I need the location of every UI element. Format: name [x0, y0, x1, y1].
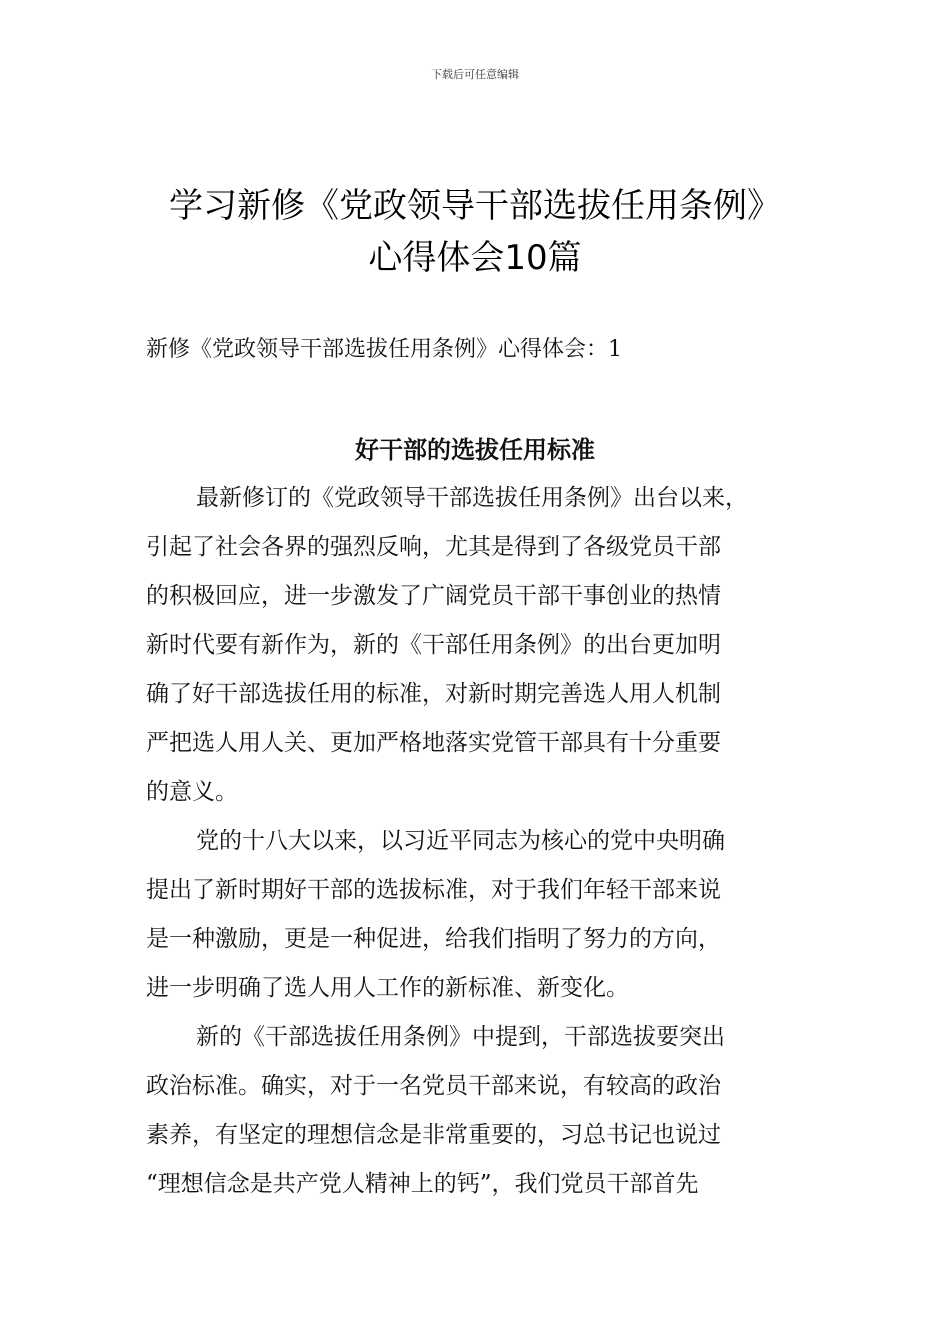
document-title — [0, 180, 950, 284]
paragraph-3-line-2: 政治标准。确实，对于一名党员干部来说，有较高的政治 — [146, 1073, 721, 1099]
header-note: 下载后可任意编辑 — [431, 68, 519, 81]
paragraph-1-line-3: 的积极回应，进一步激发了广阔党员干部干事创业的热情 — [146, 583, 721, 609]
paragraph-3-line-3: 素养，有坚定的理想信念是非常重要的，习总书记也说过 — [146, 1122, 721, 1148]
paragraph-1-line-2: 引起了社会各界的强烈反响，尤其是得到了各级党员干部 — [146, 534, 721, 560]
paragraph-1-line-4: 新时代要有新作为，新的《干部任用条例》的出台更加明 — [146, 632, 721, 658]
subheading: 新修《党政领导干部选拔任用条例》心得体会：1 — [146, 337, 622, 362]
paragraph-1-line-1: 最新修订的《党政领导干部选拔任用条例》出台以来， — [196, 485, 748, 511]
paragraph-3-line-4: “理想信念是共产党人精神上的钙”，我们党员干部首先 — [146, 1171, 699, 1197]
paragraph-1-line-5: 确了好干部选拔任用的标准，对新时期完善选人用人机制 — [146, 681, 721, 707]
paragraph-2-line-2: 提出了新时期好干部的选拔标准，对于我们年轻干部来说 — [146, 877, 721, 903]
paragraph-1-line-6: 严把选人用人关、更加严格地落实党管干部具有十分重要 — [146, 730, 721, 756]
paragraph-2-line-4: 进一步明确了选人用人工作的新标准、新变化。 — [146, 975, 629, 1001]
paragraph-1-line-7: 的意义。 — [146, 779, 238, 805]
section-title: 好干部的选拔任用标准 — [355, 436, 595, 464]
paragraph-2-line-1: 党的十八大以来，以习近平同志为核心的党中央明确 — [196, 828, 725, 854]
title-line-1: 学习新修《党政领导干部选拔任用条例》 — [169, 186, 781, 226]
paragraph-2-line-3: 是一种激励，更是一种促进，给我们指明了努力的方向， — [146, 926, 721, 952]
body-text — [146, 474, 826, 1209]
title-line-2: 心得体会10篇 — [368, 238, 582, 278]
paragraph-3-line-1: 新的《干部选拔任用条例》中提到，干部选拔要突出 — [196, 1024, 725, 1050]
